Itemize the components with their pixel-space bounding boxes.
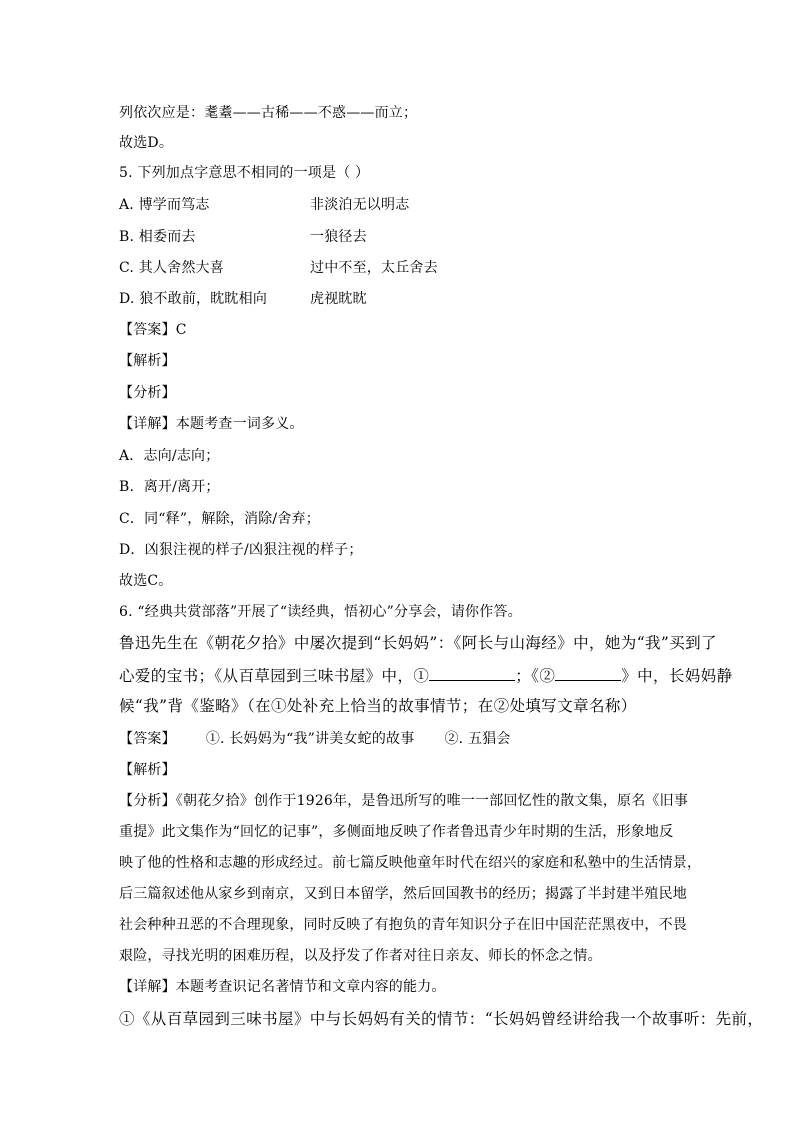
text-line: 故选D。 [119,135,174,151]
option-d-right: 虎视眈眈 [310,291,367,307]
answer-label: 【答案】 [119,731,176,747]
question-5: 5. 下列加点字意思不相同的一项是（ ） [119,165,370,181]
text-segment: ；《② [515,667,556,685]
text-line: 故选C。 [119,573,173,589]
answer-item-2: ②. 五猖会 [444,731,511,747]
option-b-left: B. 相委而去 [119,229,196,245]
text-segment: 心爱的宝书；《从百草园到三味书屋》中，① [119,667,430,685]
text-line: 重提》此文集作为“回忆的记事”，多侧面地反映了作者鲁迅青少年时期的生活，形象地反 [119,824,674,840]
option-c-right: 过中不至，太丘舍去 [310,260,438,276]
detail-label: 【详解】本题考查识记名著情节和文章内容的能力。 [119,979,446,995]
text-line: 社会种种丑恶的不合理现象，同时反映了有抱负的青年知识分子在旧中国茫茫黑夜中，不畏 [119,917,687,933]
option-d-left: D. 狼不敢前，眈眈相向 [119,291,268,307]
answer-label: 【答案】C [119,322,187,338]
text-line: 列依次应是：耄耋——古稀——不惑——而立； [119,105,418,121]
analysis-sub-label: 【分析】 [119,385,176,401]
option-b-right: 一狼径去 [310,229,367,245]
answer-row [119,730,511,748]
answer-item-1: ①. 长妈妈为“我”讲美女蛇的故事 [205,731,415,747]
text-line: B．离开/离开； [119,479,220,495]
text-line: 【分析】《朝花夕拾》创作于1926年，是鲁迅所写的唯一一部回忆性的散文集，原名《旧事 [119,793,689,809]
option-c-left: C. 其人舍然大喜 [119,260,224,276]
text-line: 后三篇叙述他从家乡到南京，又到日本留学，然后回国教书的经历；揭露了半封建半殖民地 [119,886,687,902]
text-line: 映了他的性格和志趣的形成经过。前七篇反映他童年时代在绍兴的家庭和私塾中的生活情景， [119,855,702,871]
option-a-right: 非淡泊无以明志 [310,197,410,213]
fill-blank-1[interactable] [429,666,515,681]
detail-label: 【详解】本题考查一词多义。 [119,416,304,432]
question-6: 6. “经典共赏部落”开展了“读经典，悟初心”分享会，请你作答。 [119,604,522,620]
text-line-with-blanks [119,666,733,685]
text-line: 鲁迅先生在《朝花夕拾》中屡次提到“长妈妈”：《阿长与山海经》中，她为“我”买到了 [119,634,717,652]
text-segment: 》中，长妈妈静 [621,667,733,685]
text-line: ①《从百草园到三味书屋》中与长妈妈有关的情节：“长妈妈曾经讲给我一个故事听：先前， [119,1010,764,1028]
option-a-left: A. 博学而笃志 [119,197,210,213]
analysis-label: 【解析】 [119,353,176,369]
text-line: A．志向/志向； [119,448,220,464]
text-line: 候“我”背《鉴略》（在①处补充上恰当的故事情节；在②处填写文章名称） [119,697,637,715]
analysis-label: 【解析】 [119,762,176,778]
text-line: 艰险，寻找光明的困难历程，以及抒发了作者对往日亲友、师长的怀念之情。 [119,948,602,964]
text-line: D．凶狠注视的样子/凶狠注视的样子； [119,542,363,558]
fill-blank-2[interactable] [555,666,621,681]
text-line: C．同“释”，解除，消除/舍弃； [119,511,320,527]
